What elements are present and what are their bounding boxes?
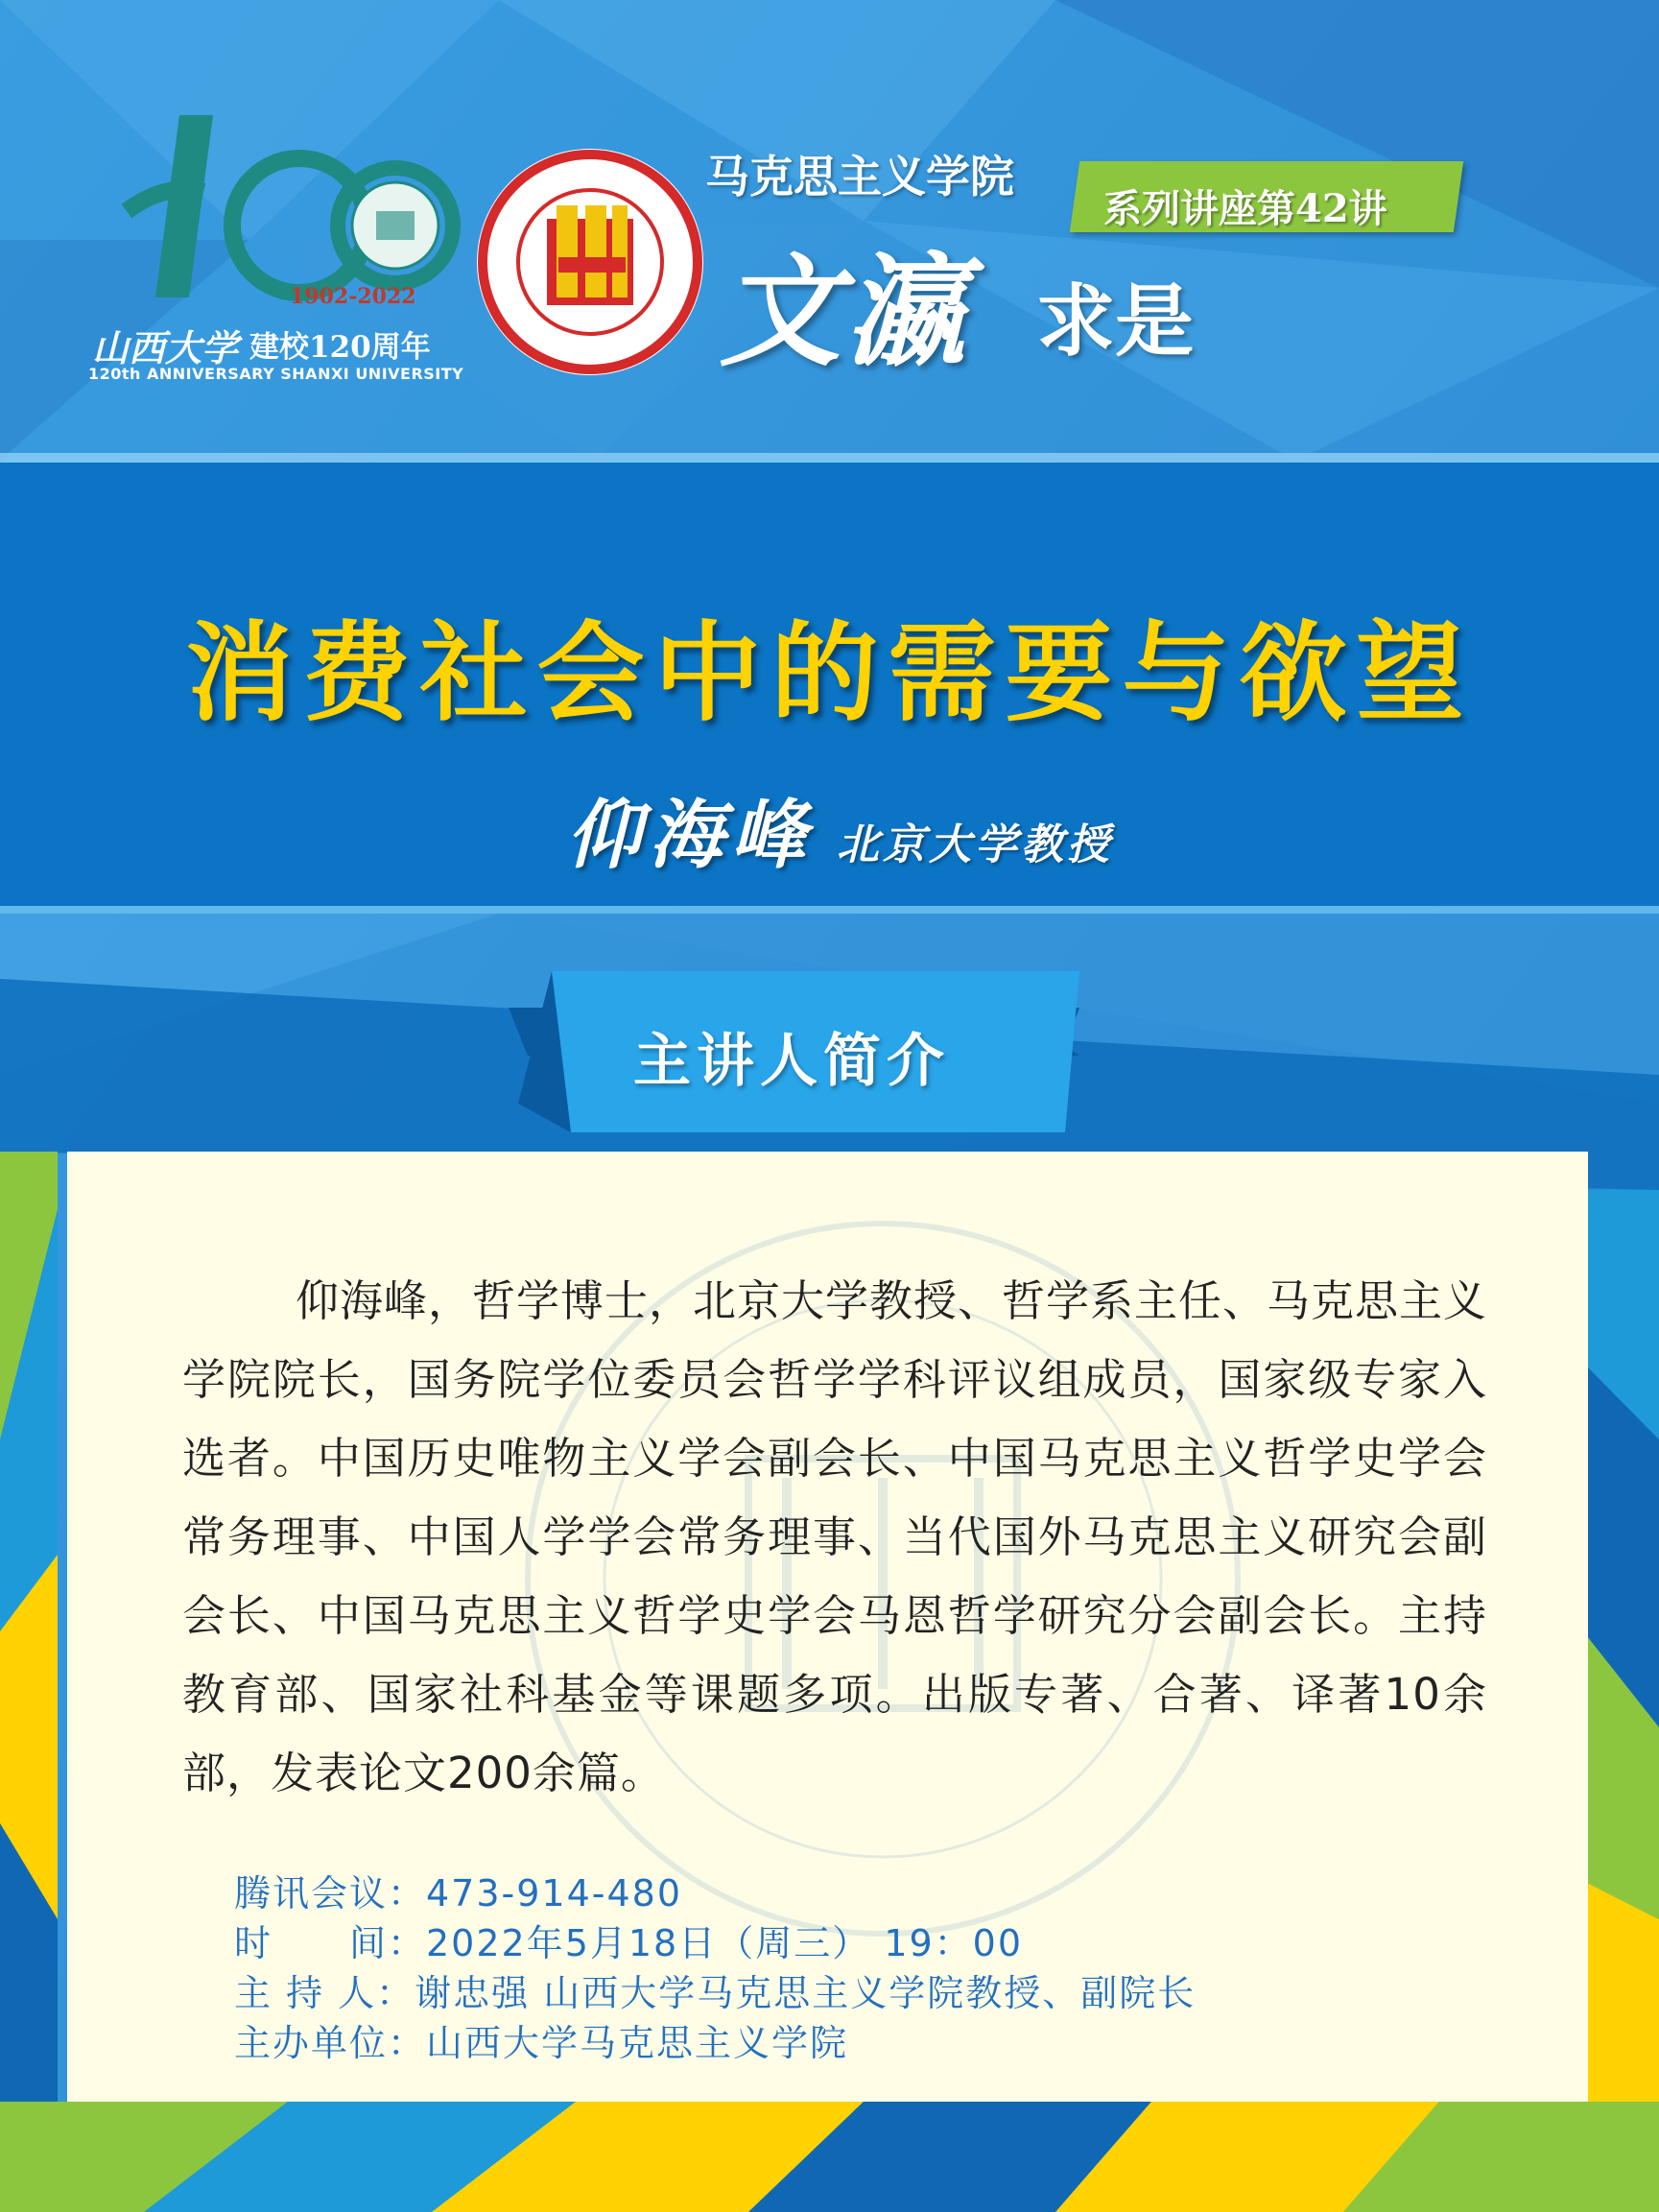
marxism-school-emblem-icon	[472, 144, 708, 380]
speaker-title: 北京大学教授	[837, 821, 1113, 869]
info-time: 时 间：2022年5月18日（周三） 19：00	[234, 1922, 1024, 1964]
info-meeting-id: 腾讯会议：473-914-480	[234, 1872, 683, 1915]
anniversary-years: 1902-2022	[290, 284, 416, 309]
anniversary-english: 120th ANNIVERSARY SHANXI UNIVERSITY	[88, 365, 464, 383]
school-name: 马克思主义学院	[705, 151, 1014, 202]
lecture-title: 消费社会中的需要与欲望	[185, 611, 1474, 736]
anniversary-script-name: 山西大学	[92, 326, 239, 369]
anniversary-logo	[88, 106, 462, 393]
info-host: 主 持 人：谢忠强 山西大学马克思主义学院教授、副院长	[234, 1972, 1197, 2014]
series-label: 系列讲座第42讲	[1103, 186, 1387, 231]
info-organizer: 主办单位：山西大学马克思主义学院	[234, 2022, 849, 2064]
speaker-bio: 仰海峰，哲学博士，北京大学教授、哲学系主任、马克思主义学院院长，国务院学位委员会哲学学科评议组成员，国家级专家入选者。中国历史唯物主义学会副会长、中国马克思主义哲学史学会常务理事、中国人学学会常务理事、当代国外马克思主义研究会副会长、中国马克思主义哲学史学会马恩哲学研究分会副会长。主持教育部、国家社科基金等课题多项。出版专著、合著、译著10余部，发表论文200余篇。	[182, 1275, 1488, 1798]
anniversary-text: 建校120周年	[249, 330, 431, 365]
motto-text: 求是	[1036, 275, 1195, 368]
speaker-name: 仰海峰	[566, 792, 815, 879]
motto-calligraphy: 文瀛	[720, 241, 969, 383]
school-emblem	[472, 144, 708, 380]
intro-heading: 主讲人简介	[633, 1028, 950, 1095]
